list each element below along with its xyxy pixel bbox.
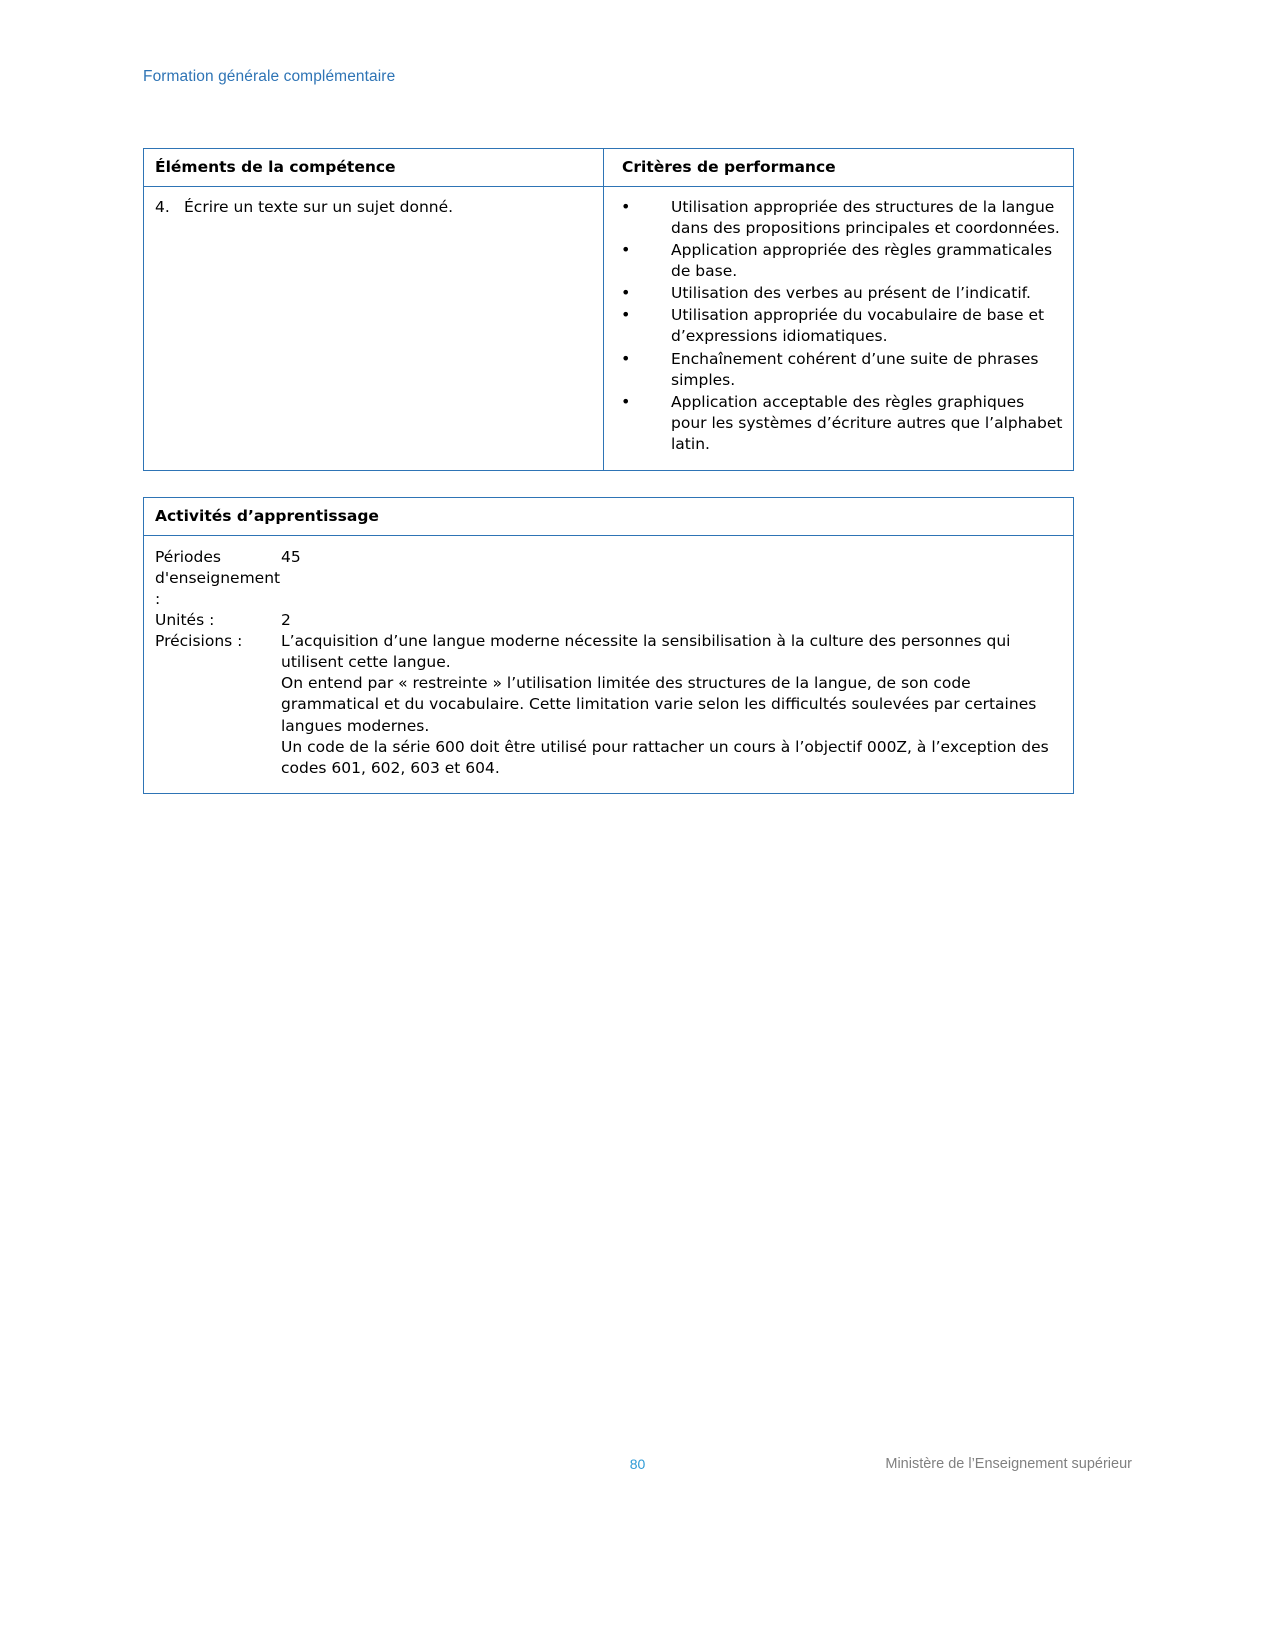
activity-row-precisions <box>155 631 1063 779</box>
activities-table <box>143 497 1074 794</box>
label-units: Unités : <box>155 611 215 630</box>
value-precisions <box>281 631 1063 779</box>
cell-criteria <box>604 187 1074 471</box>
header-cell-elements <box>144 149 604 187</box>
element-number: 4. <box>155 198 170 216</box>
element-text: Écrire un texte sur un sujet donné. <box>184 198 454 216</box>
column-header-elements: Éléments de la compétence <box>155 158 396 176</box>
list-item: • Utilisation appropriée des structures de la langue dans des propositions principales et coordonnées. <box>615 197 1063 239</box>
column-header-activities: Activités d’apprentissage <box>155 506 379 525</box>
footer-ministry: Ministère de l’Enseignement supérieur <box>885 1456 1132 1472</box>
activity-row-periods <box>155 547 1063 610</box>
value-periods: 45 <box>281 547 301 566</box>
table-header-row <box>144 149 1074 187</box>
page-content <box>143 148 1073 794</box>
competency-element <box>155 197 593 218</box>
list-item: • Application acceptable des règles graphiques pour les systèmes d’écriture autres que l’alphabet latin. <box>615 392 1063 455</box>
column-header-criteria: Critères de performance <box>622 158 836 176</box>
header-cell-criteria <box>604 149 1074 187</box>
value-units: 2 <box>281 611 291 630</box>
footer-page-number: 80 <box>629 1456 646 1472</box>
precision-paragraph: L’acquisition d’une langue moderne nécessite la sensibilisation à la culture des personnes qui utilisent cette langue. <box>281 632 1011 672</box>
list-item: • Utilisation des verbes au présent de l’indicatif. <box>615 283 1063 304</box>
cell-activities-body <box>144 535 1074 793</box>
precision-paragraph: Un code de la série 600 doit être utilisé pour rattacher un cours à l’objectif 000Z, à l’exception des codes 601, 602, 603 et 604. <box>281 737 1049 777</box>
precision-paragraph: On entend par « restreinte » l’utilisation limitée des structures de la langue, de son code grammatical et du vocabulaire. Cette limitation varie selon les difficultés soulevées par certaines langues modernes. <box>281 674 1037 735</box>
activity-row-units <box>155 610 1063 631</box>
competency-table <box>143 148 1074 471</box>
table-row <box>144 187 1074 471</box>
list-item: • Utilisation appropriée du vocabulaire de base et d’expressions idiomatiques. <box>615 305 1063 347</box>
page-header: Formation générale complémentaire <box>143 68 396 85</box>
label-precisions: Précisions : <box>155 632 243 651</box>
list-item: • Application appropriée des règles grammaticales de base. <box>615 240 1063 282</box>
table-spacer <box>143 471 1073 497</box>
cell-element <box>144 187 604 471</box>
criteria-list <box>615 197 1063 455</box>
table-row <box>144 535 1074 793</box>
header-cell-activities <box>144 497 1074 535</box>
table-header-row <box>144 497 1074 535</box>
label-periods: Périodes d'enseignement : <box>155 547 281 609</box>
list-item: • Enchaînement cohérent d’une suite de phrases simples. <box>615 349 1063 391</box>
